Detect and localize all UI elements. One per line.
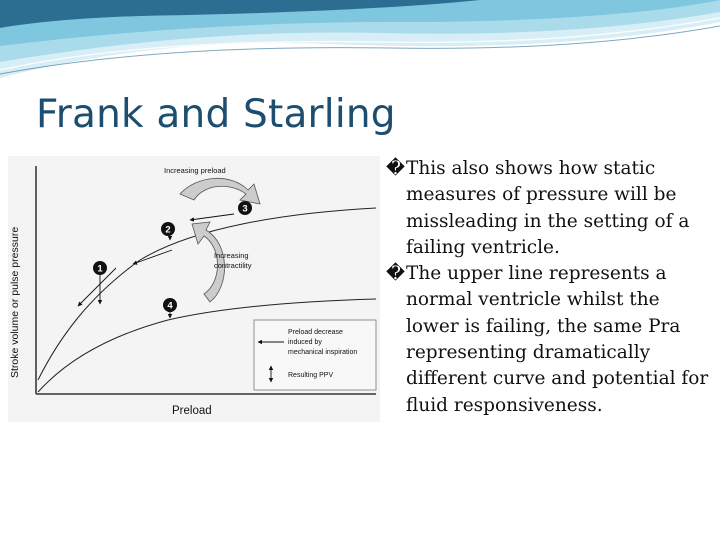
slide-title: Frank and Starling [36, 92, 396, 137]
bullet-glyph: � [386, 263, 405, 285]
svg-text:2: 2 [165, 224, 171, 236]
figure-legend [254, 320, 376, 390]
bullet-list [384, 156, 716, 419]
svg-text:4: 4 [167, 300, 173, 312]
bullet-item [384, 156, 716, 261]
y-axis-label: Stroke volume or pulse pressure [9, 226, 21, 378]
increasing-contractility-label-line2: contractility [214, 261, 252, 270]
point-marker-4 [163, 298, 177, 312]
legend-item1-line3: mechanical inspiration [288, 349, 358, 356]
bullet-item [384, 261, 716, 419]
increasing-contractility-label-line1: Increasing [214, 251, 249, 260]
point-marker-2 [161, 222, 175, 236]
bullet-text: This also shows how static measures of pressure will be missleading in the setting of a failing ventricle. [406, 158, 690, 258]
x-axis-label: Preload [172, 405, 212, 417]
frank-starling-figure [8, 156, 380, 422]
increasing-preload-label: Increasing preload [164, 166, 226, 175]
svg-text:1: 1 [97, 263, 103, 275]
header-wave-decoration [0, 0, 720, 80]
legend-item2: Resulting PPV [288, 372, 334, 379]
legend-item1-line1: Preload decrease [288, 329, 343, 336]
legend-item1-line2: induced by [288, 339, 322, 346]
point-marker-3 [238, 201, 252, 215]
svg-text:3: 3 [242, 203, 248, 215]
bullet-text: The upper line represents a normal ventricle whilst the lower is failing, the same Pra representing dramatically different curve and potential for fluid responsiveness. [406, 263, 709, 416]
bullet-glyph: � [386, 158, 405, 179]
point-marker-1 [93, 261, 107, 275]
